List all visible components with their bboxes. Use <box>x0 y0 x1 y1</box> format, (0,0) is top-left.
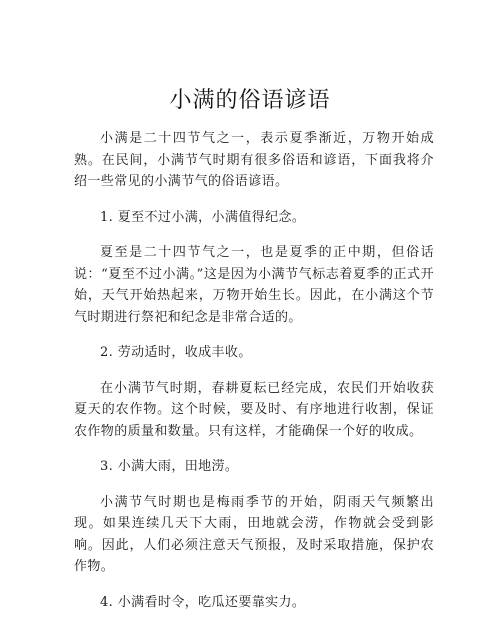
document-body <box>74 128 434 627</box>
document-title: 小满的俗语谚语 <box>169 88 331 113</box>
section-heading-4: 4. 小满看时令，吃瓜还要靠实力。 <box>100 594 306 610</box>
section-heading-2: 2. 劳动适时，收成丰收。 <box>100 345 252 360</box>
paragraph-3: 小满节气时期也是梅雨季节的开始，阴雨天气频繁出现。如果连续几天下大雨，田地就会涝，作物就会受到影响。因此，人们必须注意天气预报，及时采取措施，保护农作物。 <box>74 494 434 574</box>
paragraph-intro: 小满是二十四节气之一，表示夏季渐近，万物开始成熟。在民间，小满节气时期有很多俗语和谚语，下面我将介绍一些常见的小满节气的俗语谚语。 <box>74 131 434 189</box>
paragraph-1: 夏至是二十四节气之一，也是夏季的正中期，但俗话说：“夏至不过小满。”这是因为小满节气标志着夏季的正式开始，天气开始热起来，万物开始生长。因此，在小满这个节气时期进行祭祀和纪念是非常合适的。 <box>74 245 434 325</box>
paragraph-2: 在小满节气时期，春耕夏耘已经完成，农民们开始收获夏天的农作物。这个时候，要及时、有序地进行收割，保证农作物的质量和数量。只有这样，才能确保一个好的收成。 <box>74 380 434 439</box>
section-heading-1: 1. 夏至不过小满，小满值得纪念。 <box>100 209 306 225</box>
section-heading-3: 3. 小满大雨，田地涝。 <box>100 459 239 474</box>
